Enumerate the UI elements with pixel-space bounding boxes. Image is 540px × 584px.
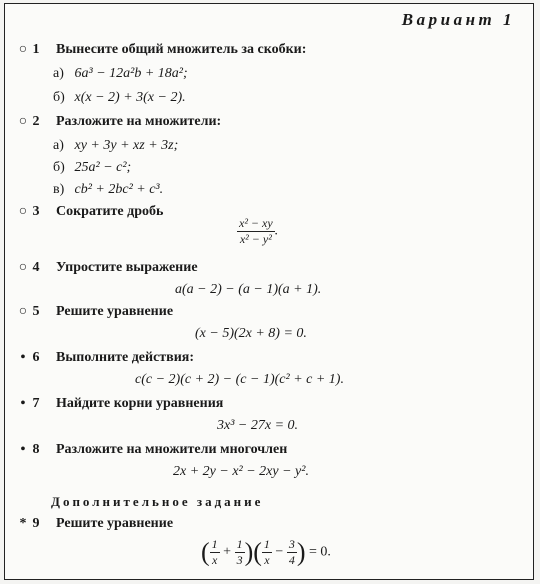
problem-marker: ○: [18, 114, 28, 129]
problem-text: Разложите на множители многочлен: [56, 442, 288, 457]
problem-2-item-a: а) xy + 3y + xz + 3z;: [53, 138, 179, 153]
problem-number: 8: [32, 442, 40, 457]
problem-number: 1: [32, 42, 40, 57]
variant-title: Вариант 1: [401, 10, 515, 29]
problem-9-equation: ( $\frac{1}{x}$ + $\frac{1}{3}$ )( $\frac{1}{x}$ − $\frac{3}{4}$ ) = 0.: [201, 537, 331, 567]
problem-7: [17, 396, 223, 412]
problem-number: 9: [32, 516, 40, 531]
problem-text: Вынесите общий множитель за скобки:: [56, 42, 307, 57]
problem-text: Решите уравнение: [56, 304, 174, 319]
problem-marker: *: [19, 516, 27, 531]
problem-9: [17, 516, 173, 532]
problem-6-expr: c(c − 2)(c + 2) − (c − 1)(c² + c + 1).: [135, 372, 344, 387]
problem-marker: ○: [18, 42, 28, 57]
problem-3-fraction: $\frac{\text{x² − xy}}{\text{x² − y²}}$ .: [239, 216, 279, 246]
extra-task-heading: Дополнительное задание: [51, 494, 264, 509]
problem-text: Найдите корни уравнения: [56, 396, 224, 411]
problem-4: [17, 260, 198, 276]
problem-2-item-b: б) 25a² − c²;: [53, 160, 132, 175]
problem-text: Разложите на множители:: [56, 114, 222, 129]
problem-1: [17, 42, 306, 58]
problem-number: 6: [32, 350, 40, 365]
problem-5: [17, 304, 173, 320]
problem-marker: ○: [18, 204, 28, 219]
problem-number: 2: [32, 114, 40, 129]
problem-marker: •: [20, 350, 26, 365]
problem-1-item-a: а) 6a³ − 12a²b + 18a²;: [53, 66, 188, 81]
problem-2: [17, 114, 221, 130]
problem-marker: ○: [18, 304, 28, 319]
problem-6: [17, 350, 194, 366]
problem-marker: •: [20, 396, 26, 411]
worksheet-page: [4, 3, 534, 580]
problem-8: [17, 442, 287, 458]
problem-marker: •: [20, 442, 26, 457]
problem-3: [17, 204, 163, 220]
problem-5-expr: (x − 5)(2x + 8) = 0.: [195, 326, 307, 341]
problem-8-expr: 2x + 2y − x² − 2xy − y².: [173, 464, 309, 479]
fraction-numerator: x² − xy: [239, 216, 273, 230]
problem-text: Сократите дробь: [56, 204, 164, 219]
problem-number: 4: [32, 260, 40, 275]
problem-marker: ○: [18, 260, 28, 275]
problem-number: 7: [32, 396, 40, 411]
problem-number: 5: [32, 304, 40, 319]
problem-text: Упростите выражение: [56, 260, 198, 275]
problem-text: Решите уравнение: [56, 516, 174, 531]
fraction-denominator: x² − y²: [239, 232, 272, 246]
problem-7-expr: 3x³ − 27x = 0.: [217, 418, 299, 433]
problem-2-item-c: в) cb² + 2bc² + c³.: [53, 182, 164, 197]
problem-1-item-b: б) x(x − 2) + 3(x − 2).: [53, 90, 186, 105]
problem-4-expr: a(a − 2) − (a − 1)(a + 1).: [175, 282, 322, 297]
problem-number: 3: [32, 204, 40, 219]
problem-text: Выполните действия:: [56, 350, 195, 365]
